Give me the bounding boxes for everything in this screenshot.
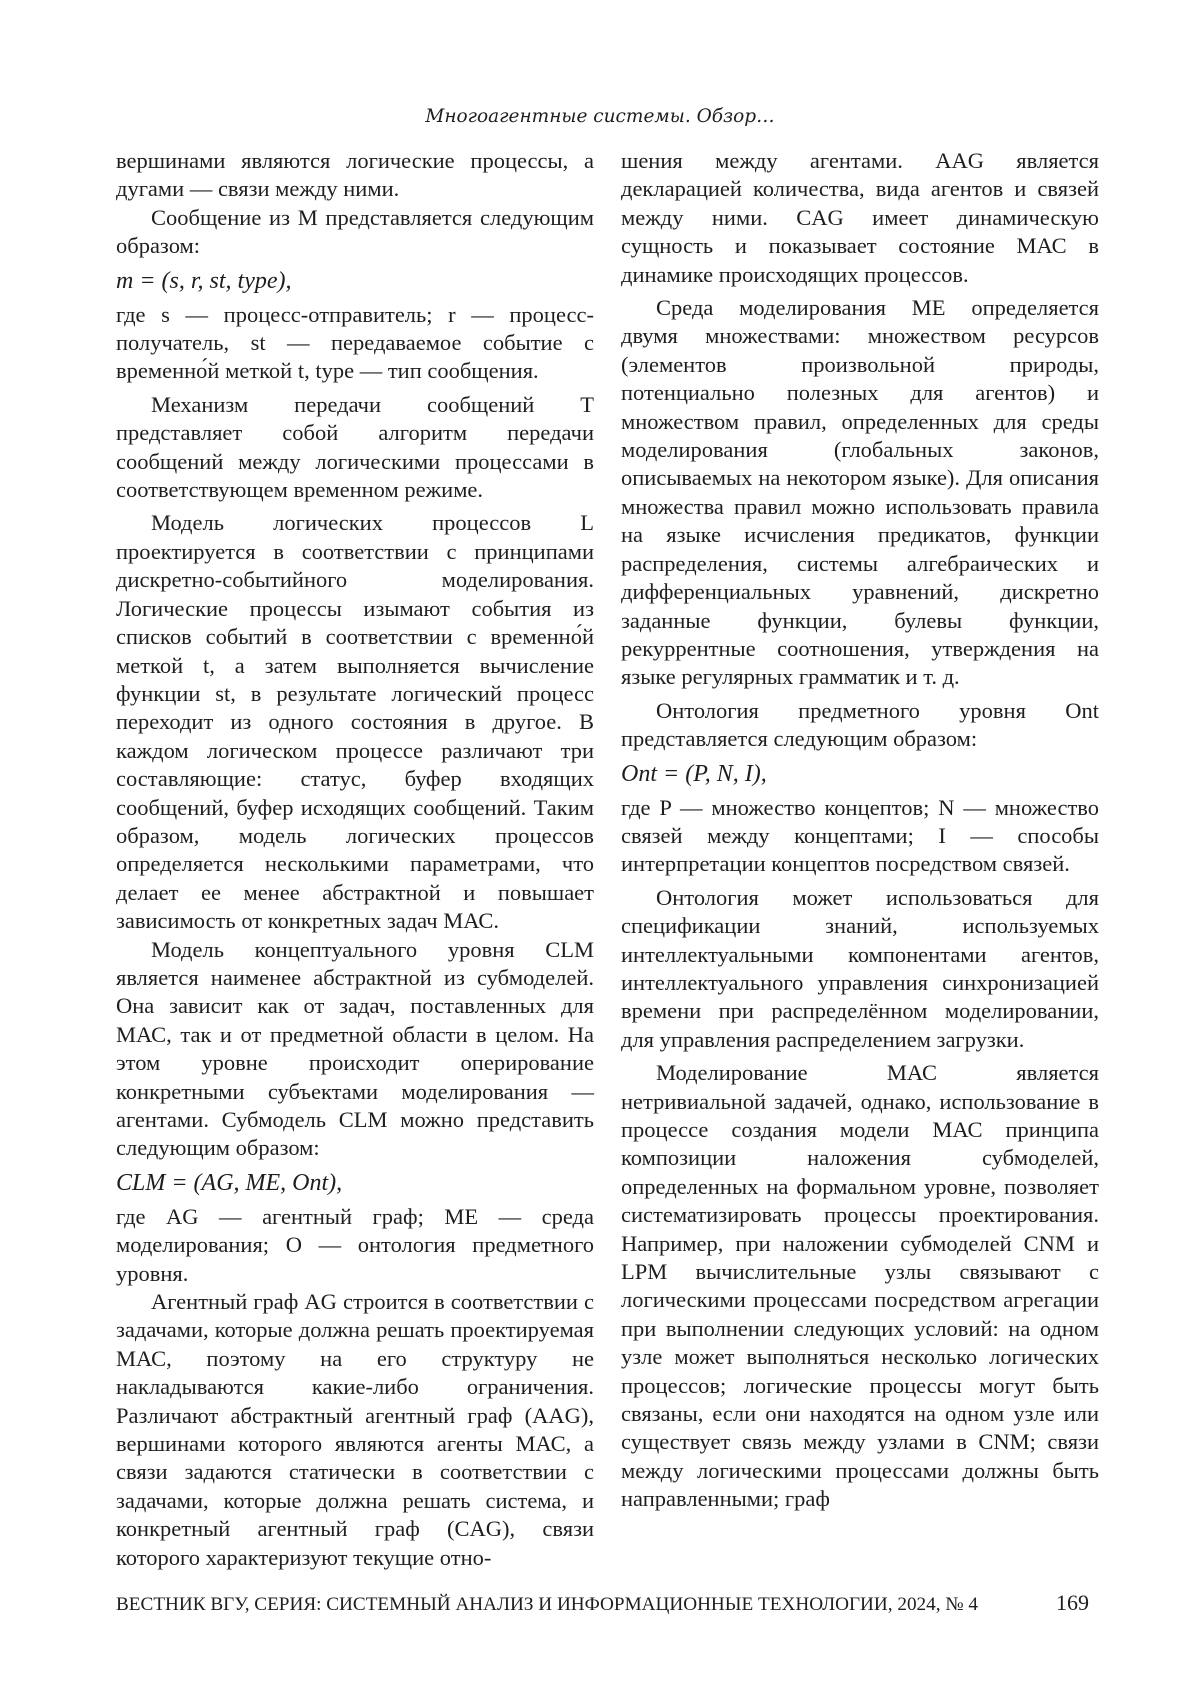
- left-paragraph-4: Механизм передачи сообщений T представляет собой алгоритм передачи сообщений между логическими процессами в соответствующем временном режиме.: [116, 391, 594, 503]
- formula-clm: CLM = (AG, ME, Ont),: [116, 1169, 343, 1196]
- formula-message: m = (s, r, st, type),: [116, 267, 292, 294]
- right-paragraph-3: Онтология предметного уровня Ont представляется следующим образом:: [621, 697, 1099, 752]
- running-head: Многоагентные системы. Обзор…: [425, 106, 775, 127]
- right-paragraph-6: Моделирование МАС является нетривиальной задачей, однако, использование в процессе создания модели МАС принципа композиции наложения субмоделей, определенных на формальном уровне, позволяет систематизировать процессы проектирования. Например, при наложении субмоделей CNM и LPM вычислительные узлы связывают с логическими процессами посредством агрегации при выполнении следующих условий: на одном узле может выполняться несколько логических процессов; логические процессы могут быть связаны, если они находятся на одном узле или существует связь между узлами в CNM; связи между логическими процессами должны быть направленными; граф: [621, 1060, 1099, 1512]
- left-paragraph-1: вершинами являются логические процессы, а дугами — связи между ними.: [116, 148, 594, 202]
- left-column: [116, 147, 594, 1572]
- left-paragraph-3: где s — процесс-отправитель; r — процесс-получатель, st — передаваемое событие с временно́й меткой t, type — тип сообщения.: [116, 301, 594, 384]
- right-paragraph-4: где P — множество концептов; N — множество связей между концептами; I — способы интерпретации концептов посредством связей.: [621, 794, 1099, 877]
- right-paragraph-5: Онтология может использоваться для спецификации знаний, используемых интеллектуальными компонентами агентов, интеллектуального управления синхронизацией времени при распределённом моделировании, для управления распределением загрузки.: [621, 884, 1099, 1052]
- left-paragraph-8: Агентный граф AG строится в соответствии с задачами, которые должна решать проектируемая МАС, поэтому на его структуру не накладываются какие-либо ограничения. Различают абстрактный агентный граф (AAG), вершинами которого являются агенты МАС, а связи задаются статически в соответствии с задачами, которые должна решать система, и конкретный агентный граф (CAG), связи которого характеризуют текущие отно-: [116, 1289, 594, 1570]
- right-paragraph-1: шения между агентами. AAG является декларацией количества, вида агентов и связей между ними. CAG имеет динамическую сущность и показывает состояние МАС в динамике происходящих процессов.: [621, 148, 1099, 287]
- left-paragraph-2: Сообщение из M представляется следующим образом:: [116, 204, 594, 259]
- left-paragraph-5: Модель логических процессов L проектируется в соответствии с принципами дискретно-событийного моделирования. Логические процессы изымают события из списков событий в соответствии с временно́й меткой t, а затем выполняется вычисление функции st, в результате логический процесс переходит из одного состояния в другое. В каждом логическом процессе различают три составляющие: статус, буфер входящих сообщений, буфер исходящих сообщений. Таким образом, модель логических процессов определяется несколькими параметрами, что делает ее менее абстрактной и повышает зависимость от конкретных задач МАС.: [116, 510, 594, 934]
- page-number: 169: [1056, 1590, 1089, 1615]
- journal-footer: ВЕСТНИК ВГУ, СЕРИЯ: СИСТЕМНЫЙ АНАЛИЗ И ИНФОРМАЦИОННЫЕ ТЕХНОЛОГИИ, 2024, № 4: [116, 1594, 979, 1615]
- left-paragraph-7: где AG — агентный граф; ME — среда моделирования; O — онтология предметного уровня.: [116, 1203, 594, 1286]
- right-column: [621, 147, 1099, 1514]
- right-paragraph-2: Среда моделирования ME определяется двумя множествами: множеством ресурсов (элементов произвольной природы, потенциально полезных для агентов) и множеством правил, определенных для среды моделирования (глобальных законов, описываемых на некотором языке). Для описания множества правил можно использовать правила на языке исчисления предикатов, функции распределения, системы алгебраических и дифференциальных уравнений, дискретно заданные функции, булевы функции, рекуррентные соотношения, утверждения на языке регулярных грамматик и т. д.: [621, 295, 1099, 690]
- formula-ontology: Ont = (P, N, I),: [621, 760, 767, 787]
- left-paragraph-6: Модель концептуального уровня CLM является наименее абстрактной из субмоделей. Она зависит как от задач, поставленных для МАС, так и от предметной области в целом. На этом уровне происходит оперирование конкретными субъектами моделирования — агентами. Субмодель CLM можно представить следующим образом:: [116, 936, 594, 1161]
